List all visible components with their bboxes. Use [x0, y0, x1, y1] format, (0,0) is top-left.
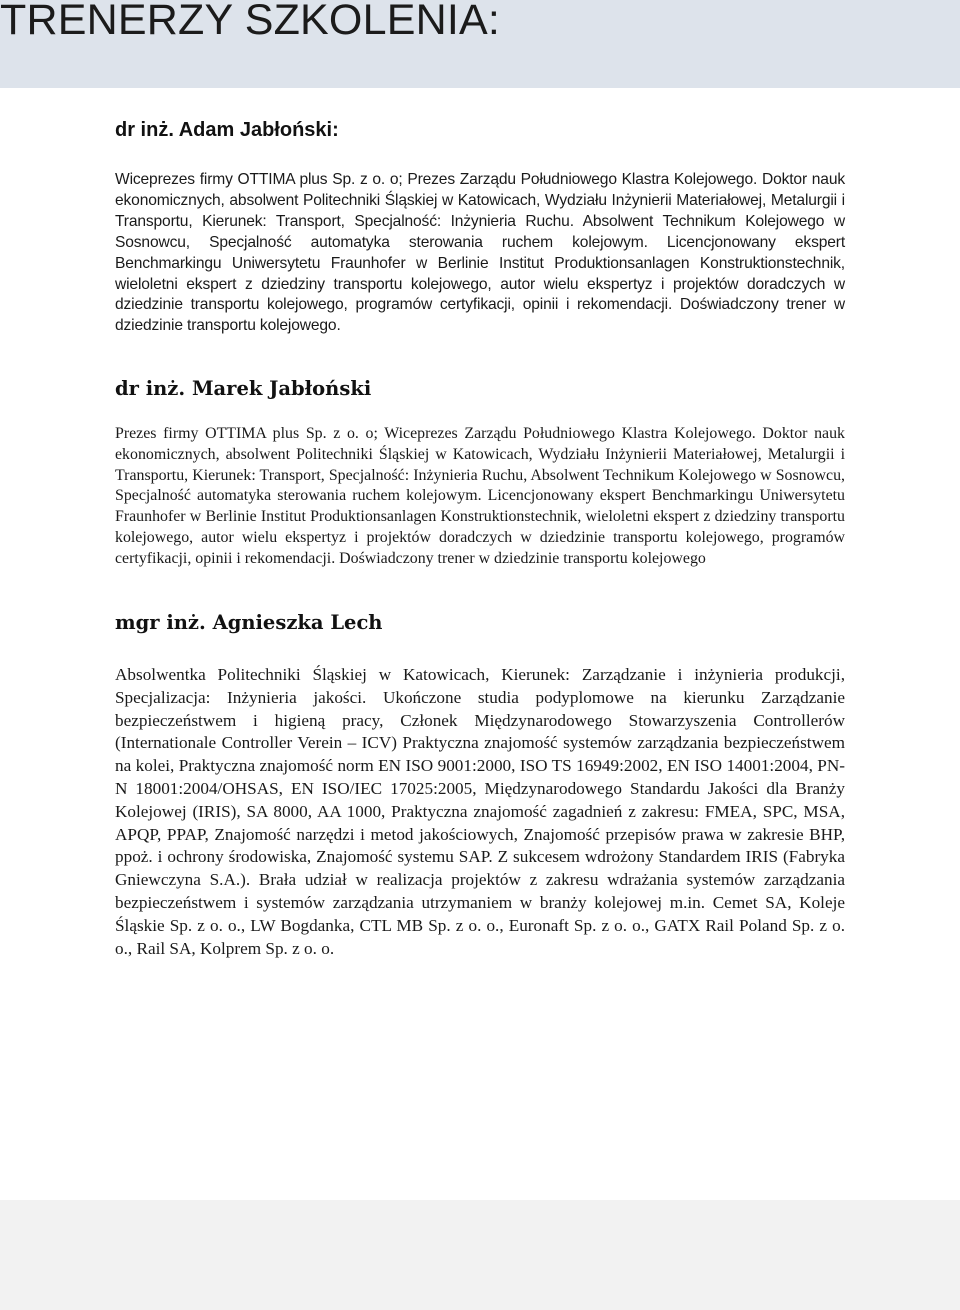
trainer-section-marek-jablonski: [115, 374, 845, 570]
trainer-degree: dr inż.: [115, 119, 174, 141]
trainer-section-agnieszka-lech: [115, 608, 845, 960]
trainer-name: [115, 116, 845, 144]
trainer-degree: mgr inż.: [115, 611, 206, 634]
trainer-bio: Wiceprezes firmy OTTIMA plus Sp. z o. o; Prezes Zarządu Południowego Klastra Kolejowego. Doktor nauk ekonomicznych, absolwent Politechniki Śląskiej w Katowicach, Wydziału Inżynierii Materiałowej, Metalurgii i Transportu, Kierunek: Transport, Specjalność: Inżynieria Ruchu. Absolwent Technikum Kolejowego w Sosnowcu, Specjalność automatyka sterowania ruchem kolejowym. Licencjonowany ekspert Benchmarkingu Uniwersytetu Fraunhofer w Berlinie Institut Produktionsanlagen Konstruktionstechnik, wieloletni ekspert z dziedziny transportu kolejowego, autor wielu ekspertyz i projektów doradczych w dziedzinie transportu kolejowego, programów certyfikacji, opinii i rekomendacji. Doświadczony trener w dziedzinie transportu kolejowego.: [115, 171, 845, 335]
trainer-name: [115, 608, 845, 638]
trainer-name-suffix: :: [332, 119, 339, 141]
trainer-fullname: Marek Jabłoński: [191, 377, 372, 400]
trainer-fullname: Agnieszka Lech: [212, 611, 383, 634]
page-title: TRENERZY SZKOLENIA:: [0, 0, 501, 44]
trainer-name: [115, 374, 845, 404]
trainer-section-adam-jablonski: [115, 116, 845, 337]
trainer-bio: Prezes firmy OTTIMA plus Sp. z o. o; Wiceprezes Zarządu Południowego Klastra Kolejowego. Doktor nauk ekonomicznych, absolwent Politechniki Śląskiej w Katowicach, Wydziału Inżynierii Materiałowej, Metalurgii i Transportu, Kierunek: Transport, Specjalność: Inżynieria Ruchu, Absolwent Technikum Kolejowego w Sosnowcu, Specjalność automatyka sterowania ruchem kolejowym. Licencjonowany ekspert Benchmarkingu Uniwersytetu Fraunhofer w Berlinie Institut Produktionsanlagen Konstruktionstechnik, wieloletni ekspert z dziedziny transportu kolejowego, autor wielu ekspertyz i projektów doradczych w dziedzinie transportu kolejowego, programów certyfikacji, opinii i rekomendacji. Doświadczony trener w dziedzinie transportu kolejowego: [115, 425, 845, 567]
footer-band: [0, 1200, 960, 1310]
trainer-fullname: Adam Jabłoński: [178, 119, 333, 141]
trainer-degree: dr inż.: [115, 377, 186, 400]
header-band: [0, 0, 960, 88]
trainer-bio: Absolwentka Politechniki Śląskiej w Katowicach, Kierunek: Zarządzanie i inżynieria produkcji, Specjalizacja: Inżynieria jakości. Ukończone studia podyplomowe na kierunku Zarządzanie bezpieczeństwem i higieną pracy, Członek Międzynarodowego Stowarzyszenia Controllerów (Internationale Controller Verein – ICV) Praktyczna znajomość systemów zarządzania bezpieczeństwem na kolei, Praktyczna znajomość norm EN ISO 9001:2000, ISO TS 16949:2002, EN ISO 14001:2004, PN-N 18001:2004/OHSAS, EN ISO/IEC 17025:2005, Międzynarodowego Standardu Jakości dla Branży Kolejowej (IRIS), SA 8000, AA 1000, Praktyczna znajomość zagadnień z zakresu: FMEA, SPC, MSA, APQP, PPAP, Znajomość narzędzi i metod jakościowych, Znajomość przepisów prawa w zakresie BHP, ppoż. i ochrony środowiska, Znajomość systemu SAP. Z sukcesem wdrożony Standardem IRIS (Fabryka Gniewczyna S.A.). Brała udział w realizacja projektów z zakresu wdrażania systemów zarządzania bezpieczeństwem i systemów zarządzania utrzymaniem w branży kolejowej m.in. Cemet SA, Koleje Śląskie Sp. z o. o., LW Bogdanka, CTL MB Sp. z o. o., Euronaft Sp. z o. o., GATX Rail Poland Sp. z o. o., Rail SA, Kolprem Sp. z o. o.: [115, 665, 845, 958]
